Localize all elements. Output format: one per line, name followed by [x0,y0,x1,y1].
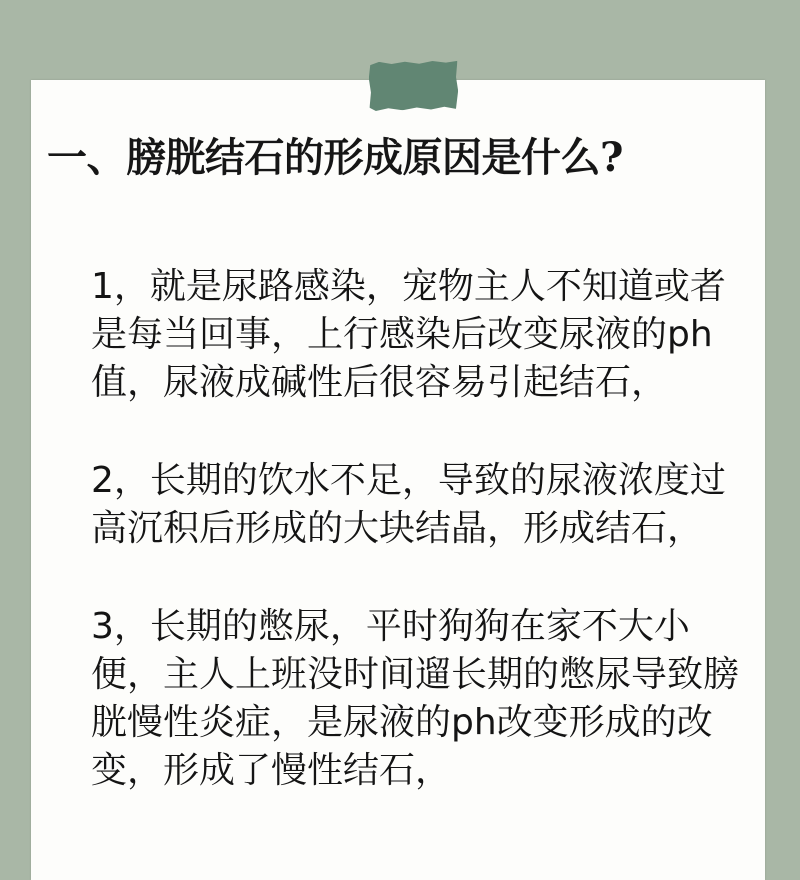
paragraph-water-intake: 2，长期的饮水不足，导致的尿液浓度过高沉积后形成的大块结晶，形成结石， [91,460,726,549]
content-body [91,263,751,845]
note-card [31,80,765,880]
paragraph-holding-urine: 3，长期的憋尿，平时狗狗在家不大小便，主人上班没时间遛长期的憋尿导致膀胱慢性炎症，是尿液的ph改变形成的改变，形成了慢性结石， [91,606,740,791]
page-title: 一、膀胱结石的形成原因是什么? [47,134,623,181]
paragraph-urinary-infection: 1，就是尿路感染，宠物主人不知道或者是每当回事，上行感染后改变尿液的ph值，尿液成碱性后很容易引起结石， [91,266,726,403]
washi-tape [368,60,458,111]
